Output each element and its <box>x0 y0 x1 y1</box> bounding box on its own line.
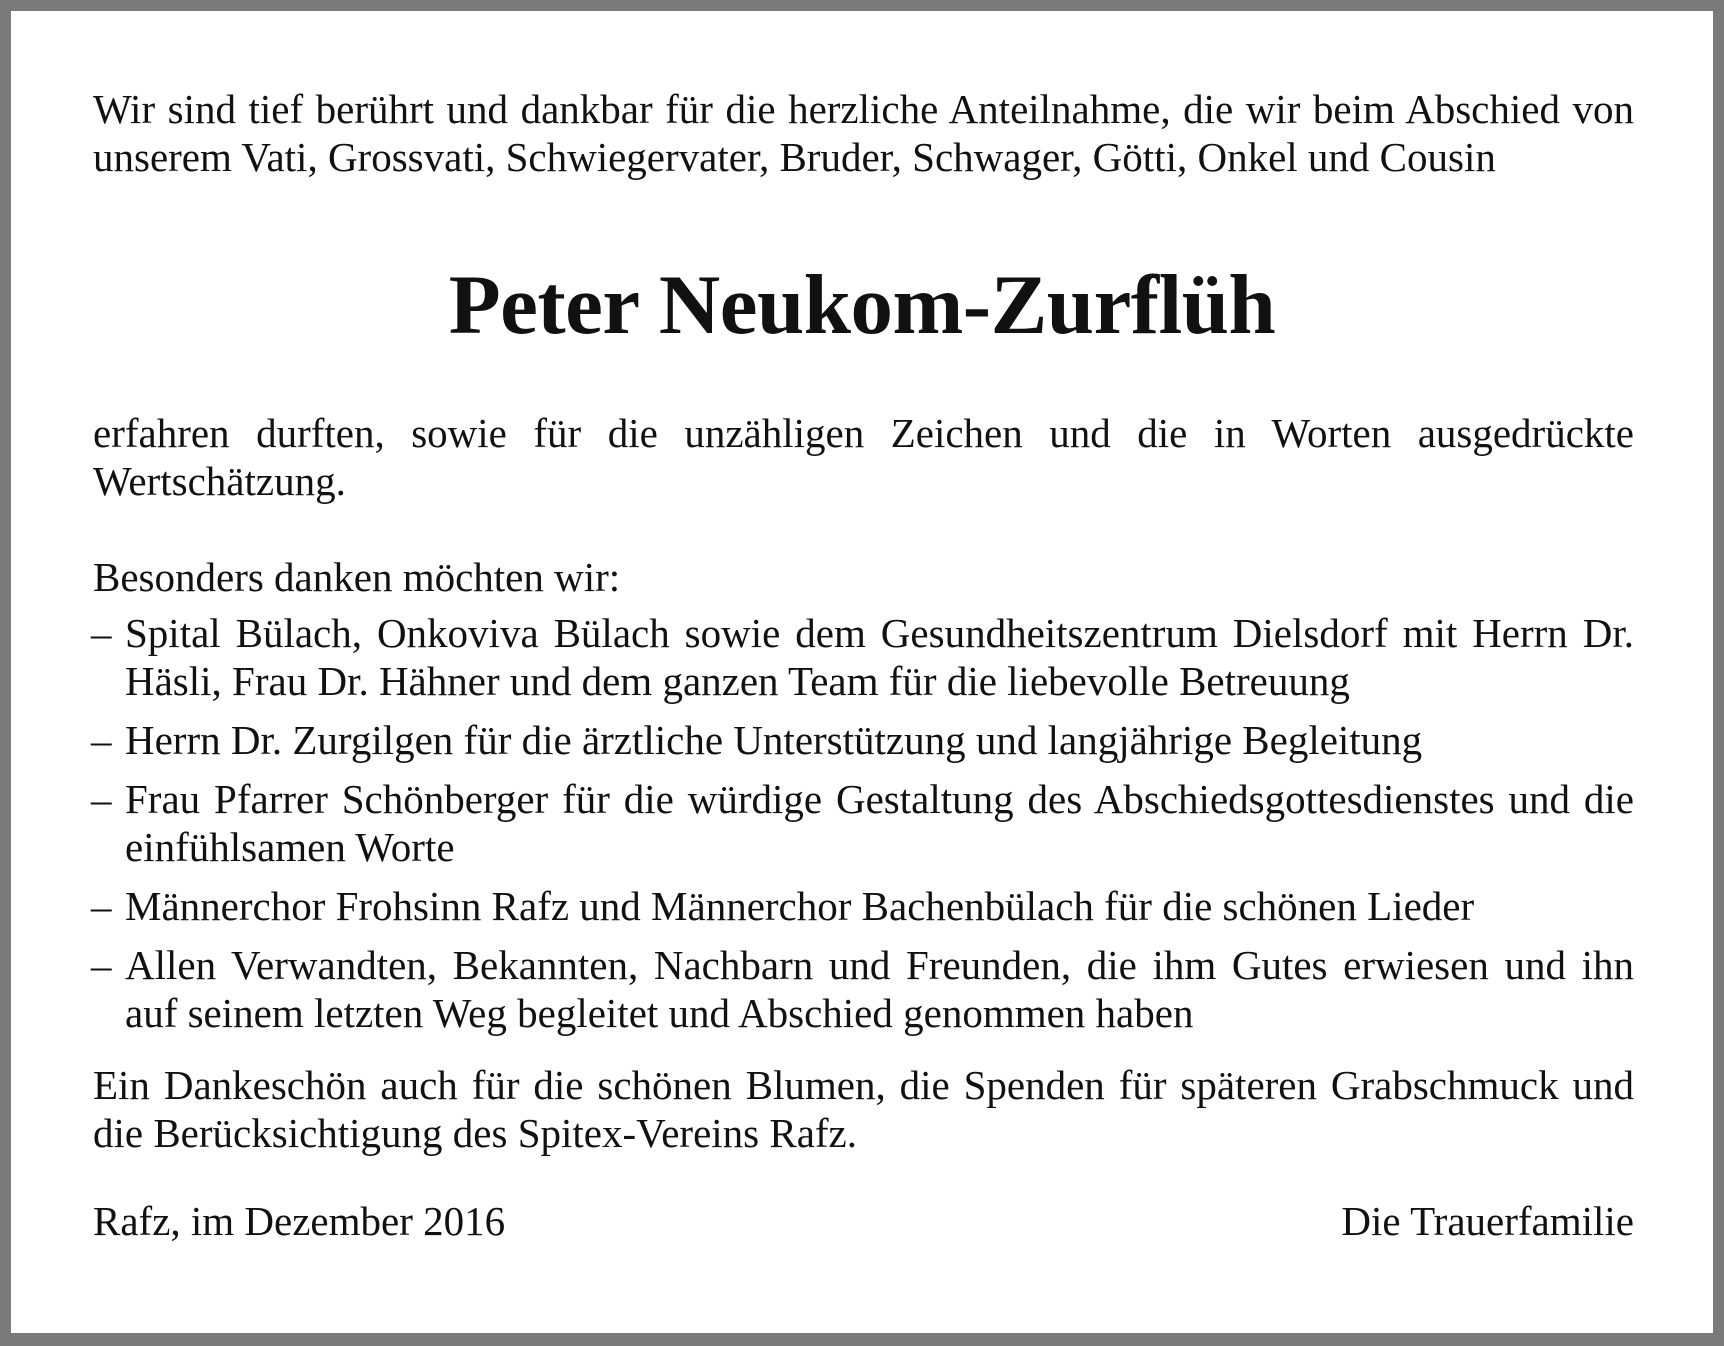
signature: Die Trauerfamilie <box>1341 1198 1634 1244</box>
thanks-item-text: Allen Verwandten, Bekannten, Nachbarn und Freunden, die ihm Gutes erwiesen und ihn auf seinem letzten Weg begleitet und Abschied genommen haben <box>125 942 1634 1036</box>
list-dash: – <box>91 717 112 763</box>
list-dash: – <box>91 610 112 656</box>
thanks-item <box>91 716 1634 764</box>
thanks-item-text: Herrn Dr. Zurgilgen für die ärztliche Unterstützung und langjährige Begleitung <box>125 717 1423 763</box>
deceased-name: Peter Neukom-Zurflüh <box>448 258 1276 352</box>
thanks-item <box>91 882 1634 930</box>
list-dash: – <box>91 883 112 929</box>
thanks-item-text: Frau Pfarrer Schönberger für die würdige Gestaltung des Abschiedsgottesdienstes und die einfühlsamen Worte <box>125 776 1634 870</box>
obituary-notice <box>11 11 1713 1333</box>
thanks-item-text: Männerchor Frohsinn Rafz und Männerchor Bachenbülach für die schönen Lieder <box>125 883 1475 929</box>
closing-paragraph: Ein Dankeschön auch für die schönen Blumen, die Spenden für späteren Grabschmuck und die Berücksichtigung des Spitex-Vereins Rafz. <box>93 1062 1634 1156</box>
list-dash: – <box>91 776 112 822</box>
list-dash: – <box>91 942 112 988</box>
thanks-list <box>91 609 1634 1048</box>
place-date: Rafz, im Dezember 2016 <box>93 1198 506 1244</box>
continuation-paragraph: erfahren durften, sowie für die unzähligen Zeichen und die in Worten ausgedrückte Wertschätzung. <box>93 410 1634 504</box>
thanks-item <box>91 775 1634 871</box>
notice-footer <box>93 1197 1634 1245</box>
thanks-item-text: Spital Bülach, Onkoviva Bülach sowie dem Gesundheitszentrum Dielsdorf mit Herrn Dr. Häsli, Frau Dr. Hähner und dem ganzen Team für die liebevolle Betreuung <box>125 610 1634 704</box>
thanks-heading: Besonders danken möchten wir: <box>93 554 621 600</box>
intro-paragraph: Wir sind tief berührt und dankbar für die herzliche Anteilnahme, die wir beim Abschied von unserem Vati, Grossvati, Schwiegervater, Bruder, Schwager, Götti, Onkel und Cousin <box>93 86 1634 180</box>
thanks-item <box>91 941 1634 1037</box>
thanks-item <box>91 609 1634 705</box>
